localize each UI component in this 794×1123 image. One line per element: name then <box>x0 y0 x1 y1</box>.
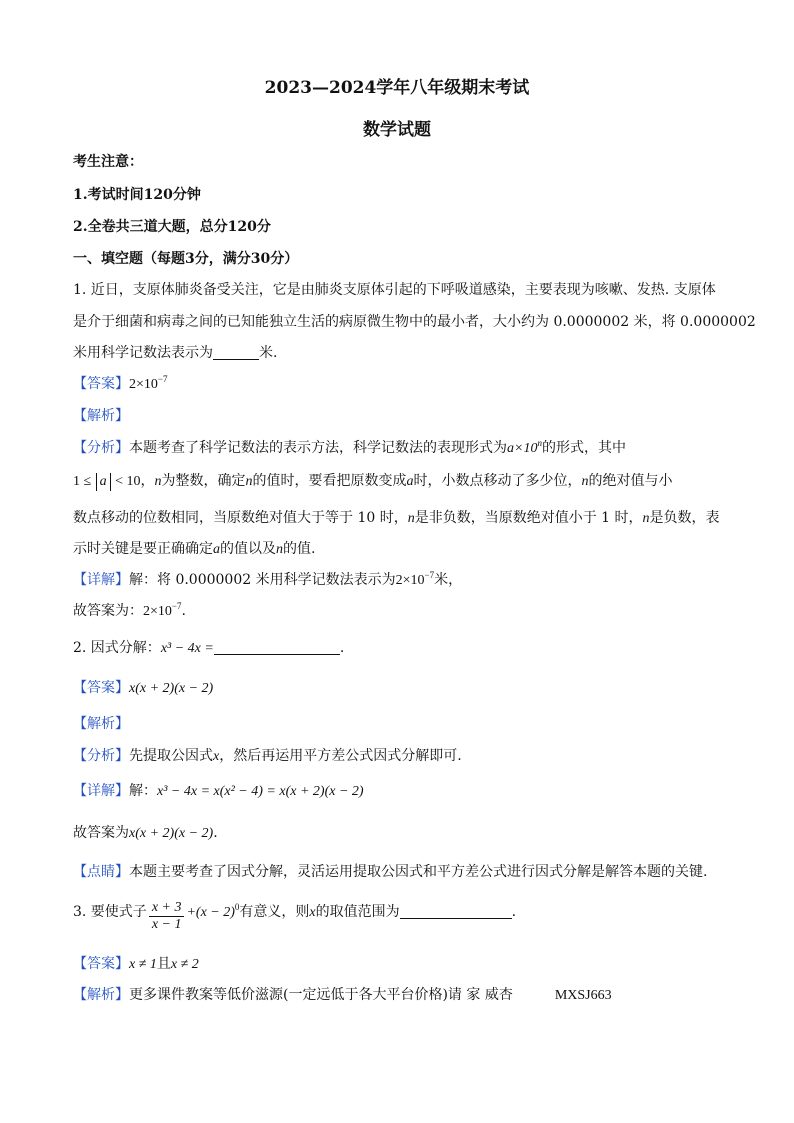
q1-fenxi-line3: 数点移动的位数相同，当原数绝对值大于等于 10 时，n是非负数，当原数绝对值小于 1 时，n是负数，表 <box>73 510 720 526</box>
notice-item-1: 1.考试时间120分钟 <box>73 187 201 203</box>
q2-detail: 【详解】解：x³ − 4x = x(x² − 4) = x(x + 2)(x − 2) <box>73 783 364 799</box>
q2-answer-blank <box>214 640 340 655</box>
q1-answer: 【答案】$2\times 10^{-7}$ <box>73 374 168 392</box>
q3-answer-blank <box>400 904 512 919</box>
q2-answer: 【答案】x(x + 2)(x − 2) <box>73 680 214 696</box>
q1-detail: 【详解】解：将 0.0000002 米用科学记数法表示为$2\times 10^{-7}$米， <box>73 570 463 588</box>
q2-conclusion: 故答案为x(x + 2)(x − 2). <box>73 825 218 841</box>
q3-fraction: $\frac{x + 3}{x - 1}$ <box>149 900 185 933</box>
q3-answer: 【答案】x ≠ 1且x ≠ 2 <box>73 956 199 972</box>
q2-text: 2. 因式分解：x³ − 4x = . <box>73 640 345 656</box>
q2-analysis-tag: 【解析】 <box>73 716 129 732</box>
q1-text-line2: 是介于细菌和病毒之间的已知能独立生活的病原微生物中的最小者，大小约为 0.0000002 米，将 0.0000002 <box>73 314 756 330</box>
q3-text: 3. 要使式子 $\frac{x + 3}{x - 1}$ $+(x - 2)^0$有意义，则x的取值范围为 . <box>73 900 517 932</box>
q1-text-line3: 米用科学记数法表示为 米. <box>73 345 278 361</box>
q1-fenxi-line4: 示时关键是要正确确定a的值以及n的值. <box>73 541 316 557</box>
q3-analysis: 【解析】更多课件教案等低价滋源(一定远低于各大平台价格)请 家 威杏 MXSJ663 <box>73 987 612 1003</box>
exam-subtitle: 数学试题 <box>363 120 431 140</box>
q1-fenxi-line2: 1 ≤ a < 10，n为整数，确定n的值时，要看把原数变成a时，小数点移动了多少位，n的绝对值与小 <box>73 473 673 489</box>
q1-answer-blank <box>213 345 259 360</box>
section-heading: 一、填空题（每题3分，满分30分） <box>73 251 299 267</box>
notice-heading: 考生注意： <box>73 154 143 170</box>
q2-fenxi: 【分析】先提取公因式x，然后再运用平方差公式因式分解即可. <box>73 748 462 764</box>
exam-title: 2023—2024学年八年级期末考试 <box>264 78 530 98</box>
notice-item-2: 2.全卷共三道大题，总分120分 <box>73 219 271 235</box>
q1-analysis-tag: 【解析】 <box>73 408 129 424</box>
q1-fenxi-line1: 【分析】本题考查了科学记数法的表示方法，科学记数法的表现形式为$a\times 10^n$的形式，其中 <box>73 438 626 456</box>
q1-conclusion: 故答案为：$2\times 10^{-7}$. <box>73 601 186 619</box>
q2-comment: 【点睛】本题主要考查了因式分解，灵活运用提取公因式和平方差公式进行因式分解是解答本题的关键. <box>73 864 708 880</box>
q1-text-line1: 1. 近日，支原体肺炎备受关注，它是由肺炎支原体引起的下呼吸道感染，主要表现为咳嗽、发热. 支原体 <box>73 282 716 298</box>
